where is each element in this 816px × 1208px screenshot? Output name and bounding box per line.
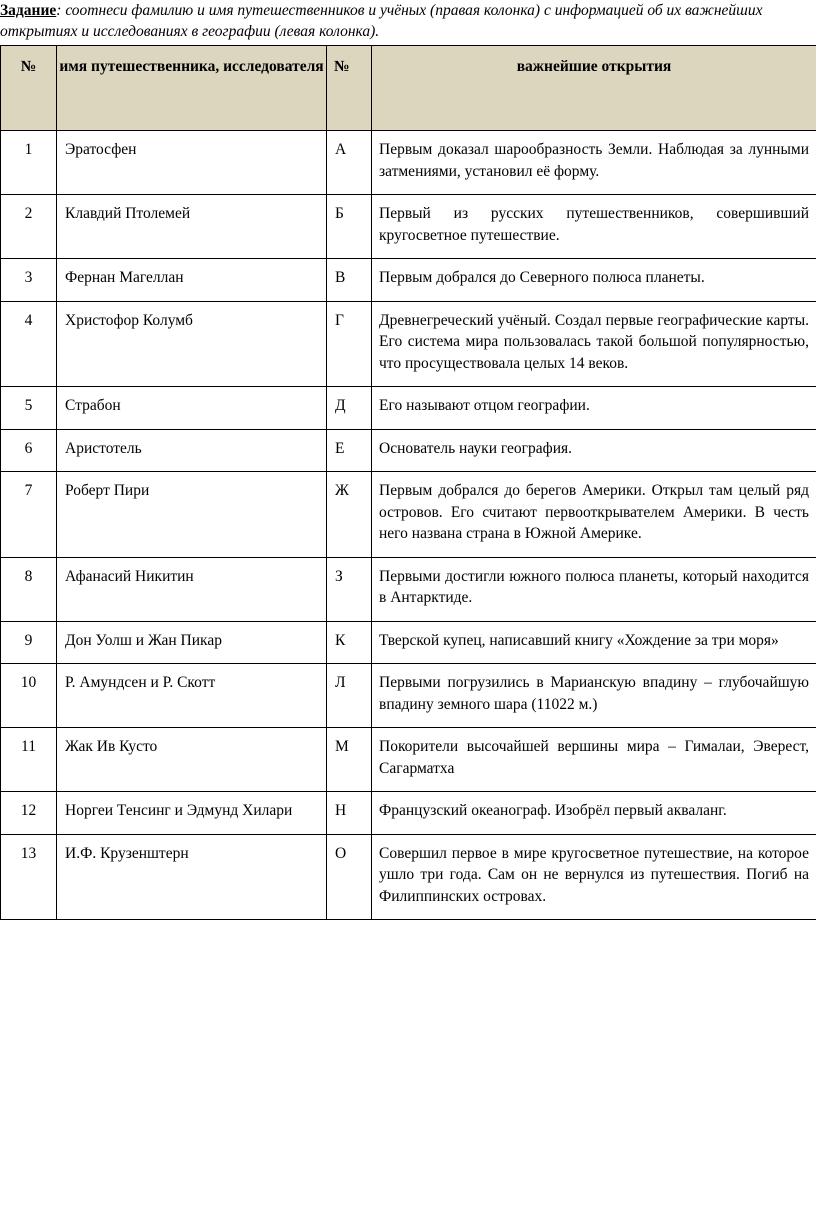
table-row: [1, 834, 816, 920]
traveler-name: Роберт Пири: [57, 472, 327, 558]
row-number: 1: [1, 131, 57, 195]
traveler-name: Норгеи Тенсинг и Эдмунд Хилари: [57, 792, 327, 835]
table-row: [1, 387, 816, 430]
table-row: [1, 728, 816, 792]
row-number: 3: [1, 259, 57, 302]
discovery-letter: Н: [327, 792, 372, 835]
traveler-name: Страбон: [57, 387, 327, 430]
traveler-name: Христофор Колумб: [57, 301, 327, 387]
traveler-name: Клавдий Птолемей: [57, 195, 327, 259]
row-number: 7: [1, 472, 57, 558]
header-name: имя путешественника, исследователя: [57, 46, 327, 131]
discovery-description: Его называют отцом географии.: [372, 387, 816, 430]
discovery-description: Совершил первое в мире кругосветное путешествие, на которое ушло три года. Сам он не вернулся из путешествия. Погиб на Филиппинских островах.: [372, 834, 816, 920]
task-label: Задание: [0, 2, 57, 19]
discovery-letter: Г: [327, 301, 372, 387]
row-number: 10: [1, 664, 57, 728]
table-row: [1, 301, 816, 387]
table-row: [1, 557, 816, 621]
header-number-right: №: [327, 46, 372, 131]
discovery-letter: В: [327, 259, 372, 302]
table-row: [1, 664, 816, 728]
discovery-letter: Д: [327, 387, 372, 430]
table-row: [1, 195, 816, 259]
task-separator: :: [56, 2, 66, 19]
discovery-description: Французский океанограф. Изобрёл первый акваланг.: [372, 792, 816, 835]
discovery-description: Тверской купец, написавший книгу «Хождение за три моря»: [372, 621, 816, 664]
row-number: 2: [1, 195, 57, 259]
traveler-name: Эратосфен: [57, 131, 327, 195]
traveler-name: Афанасий Никитин: [57, 557, 327, 621]
discovery-description: Первыми погрузились в Марианскую впадину – глубочайшую впадину земного шара (11022 м.): [372, 664, 816, 728]
table-row: [1, 621, 816, 664]
row-number: 8: [1, 557, 57, 621]
row-number: 4: [1, 301, 57, 387]
header-number-left: №: [1, 46, 57, 131]
discovery-description: Первым добрался до берегов Америки. Открыл там целый ряд островов. Его считают первооткрывателем Америки. В честь него названа страна в Южной Америке.: [372, 472, 816, 558]
discovery-description: Древнегреческий учёный. Создал первые географические карты. Его система мира пользовалась такой большой популярностью, что просуществовала целых 14 веков.: [372, 301, 816, 387]
row-number: 13: [1, 834, 57, 920]
traveler-name: Р. Амундсен и Р. Скотт: [57, 664, 327, 728]
discovery-letter: М: [327, 728, 372, 792]
table-row: [1, 472, 816, 558]
traveler-name: Жак Ив Кусто: [57, 728, 327, 792]
traveler-name: Дон Уолш и Жан Пикар: [57, 621, 327, 664]
header-discovery: важнейшие открытия: [372, 46, 816, 131]
discovery-letter: А: [327, 131, 372, 195]
discovery-description: Первым добрался до Северного полюса планеты.: [372, 259, 816, 302]
row-number: 9: [1, 621, 57, 664]
traveler-name: Аристотель: [57, 429, 327, 472]
discovery-letter: Л: [327, 664, 372, 728]
row-number: 12: [1, 792, 57, 835]
discovery-letter: О: [327, 834, 372, 920]
task-text: соотнеси фамилию и имя путешественников и учёных (правая колонка) с информацией об их важнейших открытиях и исследованиях в географии (левая колонка).: [0, 2, 763, 40]
discovery-letter: Е: [327, 429, 372, 472]
table-body: [1, 131, 816, 920]
row-number: 5: [1, 387, 57, 430]
matching-table: [0, 45, 816, 920]
table-row: [1, 429, 816, 472]
table-row: [1, 259, 816, 302]
discovery-letter: З: [327, 557, 372, 621]
table-row: [1, 131, 816, 195]
traveler-name: И.Ф. Крузенштерн: [57, 834, 327, 920]
table-row: [1, 792, 816, 835]
traveler-name: Фернан Магеллан: [57, 259, 327, 302]
discovery-letter: К: [327, 621, 372, 664]
table-header-row: [1, 46, 816, 131]
discovery-description: Первый из русских путешественников, совершивший кругосветное путешествие.: [372, 195, 816, 259]
discovery-letter: Ж: [327, 472, 372, 558]
row-number: 6: [1, 429, 57, 472]
discovery-description: Покорители высочайшей вершины мира – Гималаи, Эверест, Сагарматха: [372, 728, 816, 792]
discovery-description: Основатель науки география.: [372, 429, 816, 472]
task-instruction: [0, 0, 814, 42]
row-number: 11: [1, 728, 57, 792]
discovery-letter: Б: [327, 195, 372, 259]
discovery-description: Первыми достигли южного полюса планеты, который находится в Антарктиде.: [372, 557, 816, 621]
discovery-description: Первым доказал шарообразность Земли. Наблюдая за лунными затмениями, установил её форму.: [372, 131, 816, 195]
